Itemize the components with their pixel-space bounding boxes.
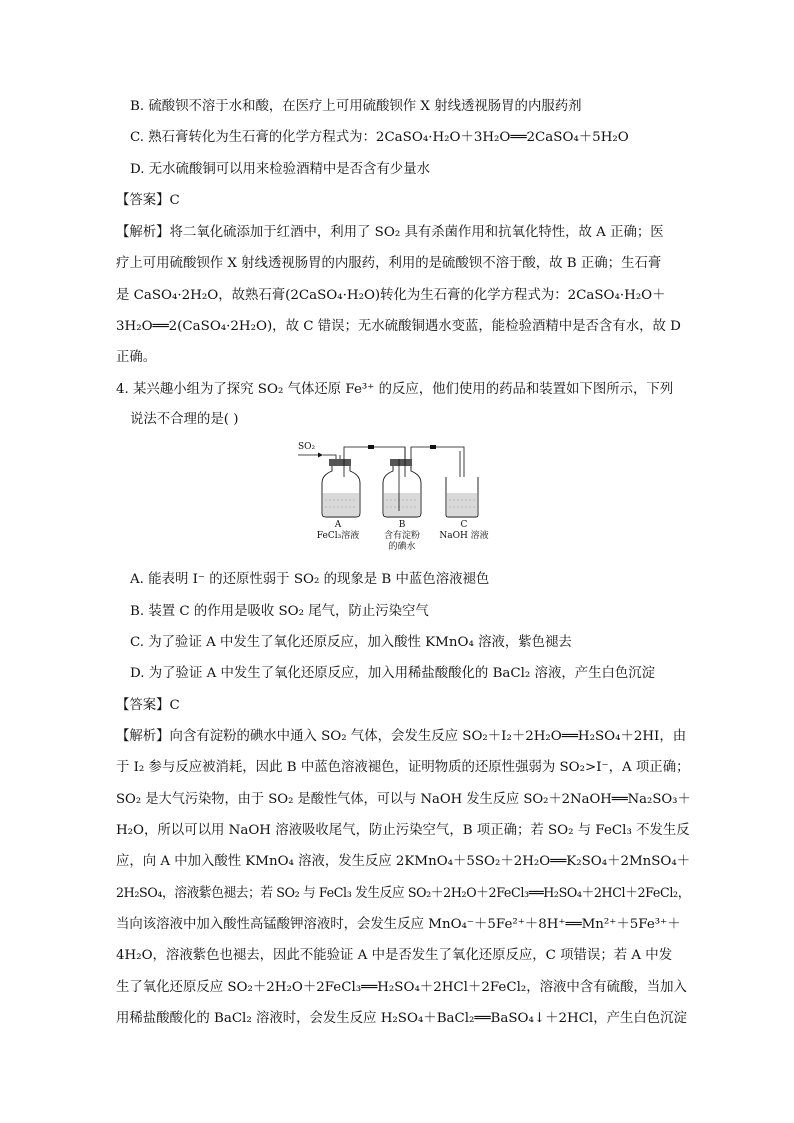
solution-a	[323, 493, 359, 516]
bottle-b-letter: B	[398, 520, 406, 530]
solution-b	[384, 493, 420, 516]
tube	[344, 447, 405, 459]
option-a: A. 能表明 I⁻ 的还原性弱于 SO₂ 的现象是 B 中蓝色溶液褪色	[130, 572, 490, 587]
bottle-a-name: FeCl₃溶液	[316, 531, 360, 541]
analysis-line: 是 CaSO₄·2H₂O，故熟石膏(2CaSO₄·H₂O)转化为生石膏的化学方程式为：2CaSO₄·H₂O＋	[116, 288, 666, 303]
analysis-line: 生了氧化还原反应 SO₂＋2H₂O＋2FeCl₃══H₂SO₄＋2HCl＋2FeCl₂，溶液中含有硫酸，当加入	[116, 980, 687, 995]
bottle-b	[383, 459, 421, 517]
analysis-line: 2H₂SO₄，溶液紫色褪去；若 SO₂ 与 FeCl₃ 发生反应 SO₂＋2H₂O＋2FeCl₃══H₂SO₄＋2HCl＋2FeCl₂，	[116, 886, 691, 901]
apparatus-figure	[292, 437, 504, 557]
analysis-line: 【解析】向含有淀粉的碘水中通入 SO₂ 气体，会发生反应 SO₂＋I₂＋2H₂O══H₂SO₄＋2HI，由	[116, 729, 687, 744]
solution-c	[447, 493, 477, 516]
answer-label: 【答案】C	[116, 193, 180, 208]
option-d: D. 为了验证 A 中发生了氧化还原反应，加入用稀盐酸酸化的 BaCl₂ 溶液，产生白色沉淀	[130, 666, 656, 681]
beaker-c-name: NaOH 溶液	[439, 531, 489, 541]
stopper-b	[390, 459, 412, 466]
answer-label: 【答案】C	[116, 698, 180, 713]
question-stem: 4. 某兴趣小组为了探究 SO₂ 气体还原 Fe³⁺ 的反应，他们使用的药品和装置如下图所示，下列	[116, 382, 674, 397]
analysis-line: H₂O，所以可以用 NaOH 溶液吸收尾气，防止污染空气，B 项正确；若 SO₂ 与 FeCl₃ 不发生反	[116, 823, 690, 838]
option-c: C. 熟石膏转化为生石膏的化学方程式为：2CaSO₄·H₂O＋3H₂O══2CaSO₄＋5H₂O	[130, 130, 629, 145]
bottle-b-name: 含有淀粉	[383, 531, 421, 541]
beaker-c	[446, 477, 478, 517]
analysis-line: 【解析】将二氧化硫添加于红酒中，利用了 SO₂ 具有杀菌作用和抗氧化特性，故 A 正确；医	[116, 225, 664, 240]
gas-label: SO₂	[298, 442, 316, 452]
analysis-line: 正确。	[116, 350, 157, 365]
rubber-joint	[368, 445, 374, 449]
option-d: D. 无水硫酸铜可以用来检验酒精中是否含有少量水	[130, 162, 430, 177]
analysis-line: 用稀盐酸酸化的 BaCl₂ 溶液时，会发生反应 H₂SO₄＋BaCl₂══BaSO₄↓＋2HCl，产生白色沉淀	[116, 1011, 687, 1026]
analysis-line: 于 I₂ 参与反应被消耗，因此 B 中蓝色溶液褪色，证明物质的还原性强弱为 SO₂>I⁻，A 项正确；	[116, 760, 690, 775]
gas-arrowhead	[318, 453, 323, 458]
beaker-c-letter: C	[460, 520, 468, 530]
analysis-line: 应，向 A 中加入酸性 KMnO₄ 溶液，发生反应 2KMnO₄＋5SO₂＋2H₂O══K₂SO₄＋2MnSO₄＋	[116, 854, 691, 869]
rubber-joint	[430, 445, 436, 449]
option-b: B. 装置 C 的作用是吸收 SO₂ 尾气，防止污染空气	[130, 604, 429, 619]
question-stem: 说法不合理的是( )	[130, 412, 239, 427]
analysis-line: 4H₂O，溶液紫色也褪去，因此不能验证 A 中是否发生了氧化还原反应，C 项错误；若 A 中发	[116, 948, 673, 963]
analysis-line: 3H₂O══2(CaSO₄·2H₂O)，故 C 错误；无水硫酸铜遇水变蓝，能检验酒精中是否含有水，故 D	[116, 319, 681, 334]
bottle-a-letter: A	[334, 520, 342, 530]
option-c: C. 为了验证 A 中发生了氧化还原反应，加入酸性 KMnO₄ 溶液，紫色褪去	[130, 635, 572, 650]
analysis-line: SO₂ 是大气污染物，由于 SO₂ 是酸性气体，可以与 NaOH 发生反应 SO₂＋2NaOH══Na₂SO₃＋	[116, 792, 691, 807]
bottle-b-name: 的碘水	[388, 542, 416, 552]
stopper-a	[329, 459, 351, 466]
analysis-line: 当向该溶液中加入酸性高锰酸钾溶液时，会发生反应 MnO₄⁻＋5Fe²⁺＋8H⁺══Mn²⁺＋5Fe³⁺＋	[116, 917, 681, 932]
analysis-line: 疗上可用硫酸钡作 X 射线透视肠胃的内服药，利用的是硫酸钡不溶于酸，故 B 正确；生石膏	[116, 256, 662, 271]
option-b: B. 硫酸钡不溶于水和酸，在医疗上可用硫酸钡作 X 射线透视肠胃的内服药剂	[130, 99, 582, 114]
bottle-a	[322, 459, 360, 517]
